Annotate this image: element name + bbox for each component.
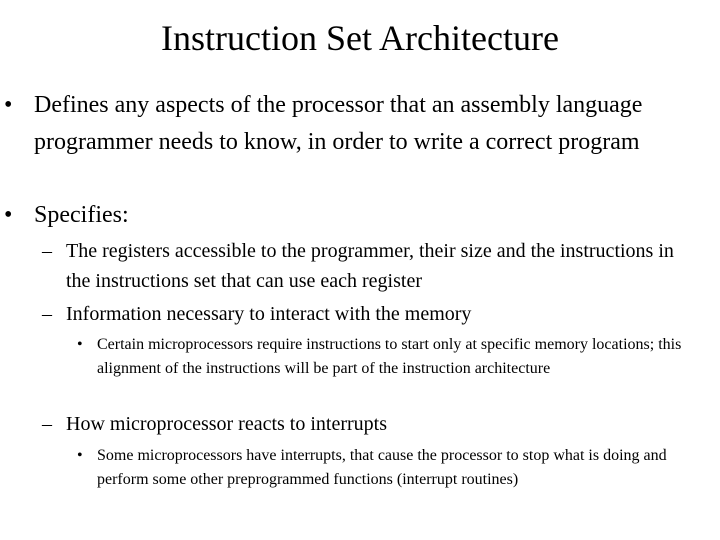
slide-title: Instruction Set Architecture (161, 18, 559, 58)
bullet-icon: • (4, 92, 13, 118)
sub-bullet-item (42, 409, 684, 439)
bullet-icon: • (77, 336, 83, 353)
sub-sub-bullet-text: Some microprocessors have interrupts, that cause the processor to stop what is doing and perform some other preprogrammed functions (interrupt routines) (97, 447, 667, 488)
sub-sub-bullet-text: Certain microprocessors require instructions to start only at specific memory locations; this alignment of the instructions will be part of the instruction architecture (97, 336, 682, 377)
sub-bullet-item (42, 299, 684, 329)
bullet-item (4, 197, 684, 234)
bullet-icon: • (77, 447, 83, 464)
sub-bullet-text: The registers accessible to the programmer, their size and the instructions in the instructions set that can use each register (66, 240, 674, 292)
dash-icon: – (42, 413, 52, 435)
dash-icon: – (42, 303, 52, 325)
dash-icon: – (42, 240, 52, 262)
sub-sub-bullet-item (77, 444, 717, 492)
bullet-item (4, 87, 684, 161)
bullet-icon: • (4, 202, 13, 228)
bullet-text: Defines any aspects of the processor that an assembly language programmer needs to know, in order to write a correct program (34, 92, 643, 155)
sub-bullet-item (42, 236, 684, 296)
sub-sub-bullet-item (77, 333, 717, 381)
sub-bullet-text: How microprocessor reacts to interrupts (66, 413, 388, 435)
sub-bullet-text: Information necessary to interact with the memory (66, 303, 472, 325)
bullet-text: Specifies: (34, 202, 129, 228)
